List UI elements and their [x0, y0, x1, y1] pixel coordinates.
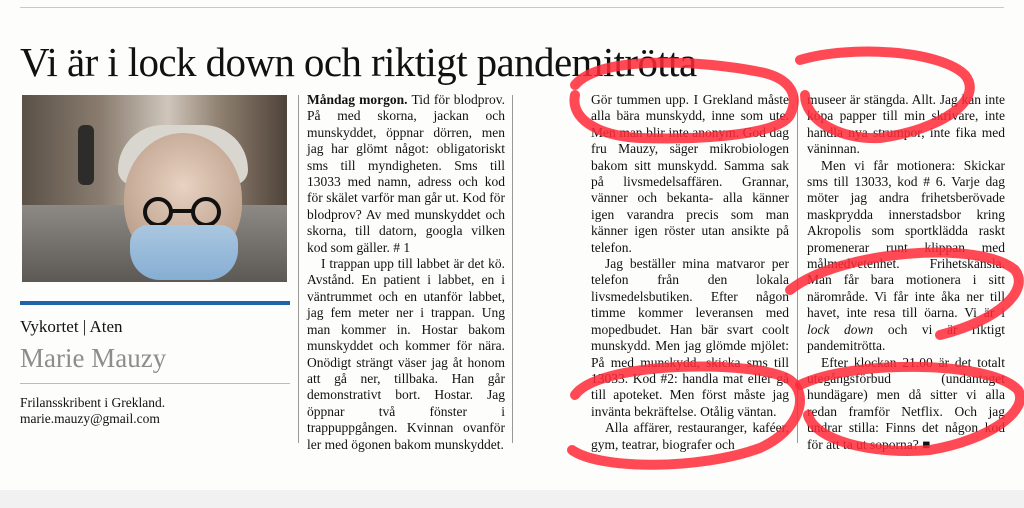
section-label: Vykortet | Aten: [20, 317, 123, 336]
paragraph-end: och vi är riktigt pandemitrötta.: [807, 321, 1005, 354]
article-column-3: [807, 92, 1005, 453]
lead-in: Måndag morgon.: [307, 92, 408, 107]
article-column-1: [307, 92, 505, 453]
paragraph: Alla affärer, restauranger, kaféer, gym, teatrar, biografer och: [591, 420, 789, 452]
paragraph: Tid för blodprov. På med skorna, jackan och munskyddet, öppnar dörren, men jag har glömt något: obligatoriskt sms till myndigheten. Sms till 13033 med namn, adress och kod för skälet varför man går ut. Kod för blodprov? Av med munskyddet och skorna, till datorn, googla vilken kod som gäller. # 1: [307, 92, 505, 255]
paragraph: Jag beställer mina matvaror per telefon från den lokala livsmedelsbutiken. Efter någon timme kommer leveransen med mopedbudet. Han bär svart coolt munskydd. Men jag glömde mjölet: På med munskydd, skicka sms till 13033. Kod #2: handla mat eller gå till apoteket. Men först måste jag invänta bekräftelse. Otålig väntan.: [591, 256, 789, 419]
author-photo: [22, 95, 287, 282]
end-mark: ■: [922, 436, 931, 452]
author-bio: [20, 395, 165, 427]
column-rule: [298, 95, 299, 443]
top-rule: [20, 7, 1004, 8]
paragraph: Men vi får motionera: Skickar sms till 13033, kod # 6. Varje dag möter jag andra frihetsberövade maskprydda innerstadsbor kring Akropolis som sportklädda raskt promenerar runt klippan med målmedvetenhet. Frihetskänsla. Man får bara motionera i sitt närområde. Vi får inte åka ner till havet, inte resa till öarna. Vi är i: [807, 157, 1005, 321]
section-accent-bar: [20, 301, 290, 305]
column-rule: [512, 95, 513, 443]
italic-phrase: lock down: [807, 321, 874, 337]
bio-role: Frilansskribent i Grekland.: [20, 395, 166, 410]
paragraph: Efter klockan 21.00 är det totalt utegångsförbud (undantaget hundägare) men då sitter vi alla redan framför Netflix. Och jag undrar stilla: Finns det någon kod för att ta ut soporna?: [807, 354, 1005, 452]
paragraph: museer är stängda. Allt. Jag kan inte köpa papper till min skrivare, inte handla nya strumpor, inte fika med väninnan.: [807, 92, 1005, 157]
bio-email: marie.mauzy@gmail.com: [20, 411, 160, 426]
headline: Vi är i lock down och riktigt pandemitrötta: [20, 39, 697, 85]
article-column-2: [591, 92, 789, 453]
paragraph: I trappan upp till labbet är det kö. Avstånd. En patient i labbet, en i väntrummet och en utanför labbet, jag fem meter ner i trappan. Ung man kommer in. Hostar bakom munskyddet och kommer för nära. Onödigt strängt väser jag åt honom att gå ner, tillbaka. Han går demonstrativt bort. Hostar. Jag öppnar två fönster i trappuppgången. Kvinnan ovanför ler med ögonen bakom munskyddet.: [307, 256, 505, 452]
author-byline: Marie Mauzy: [20, 343, 167, 373]
column-rule: [797, 95, 798, 443]
paragraph: Gör tummen upp. I Grekland måste alla bära munskydd, inne som ute. Men man blir inte anonym. God dag fru Mauzy, säger mikrobiologen bakom sitt munskydd. Samma sak på livsmedelsaffären. Grannar, vänner och bekanta- alla känner igen varandra precis som man känner igen röster utan ansikte på telefon.: [591, 92, 789, 255]
byline-divider: [20, 383, 290, 384]
